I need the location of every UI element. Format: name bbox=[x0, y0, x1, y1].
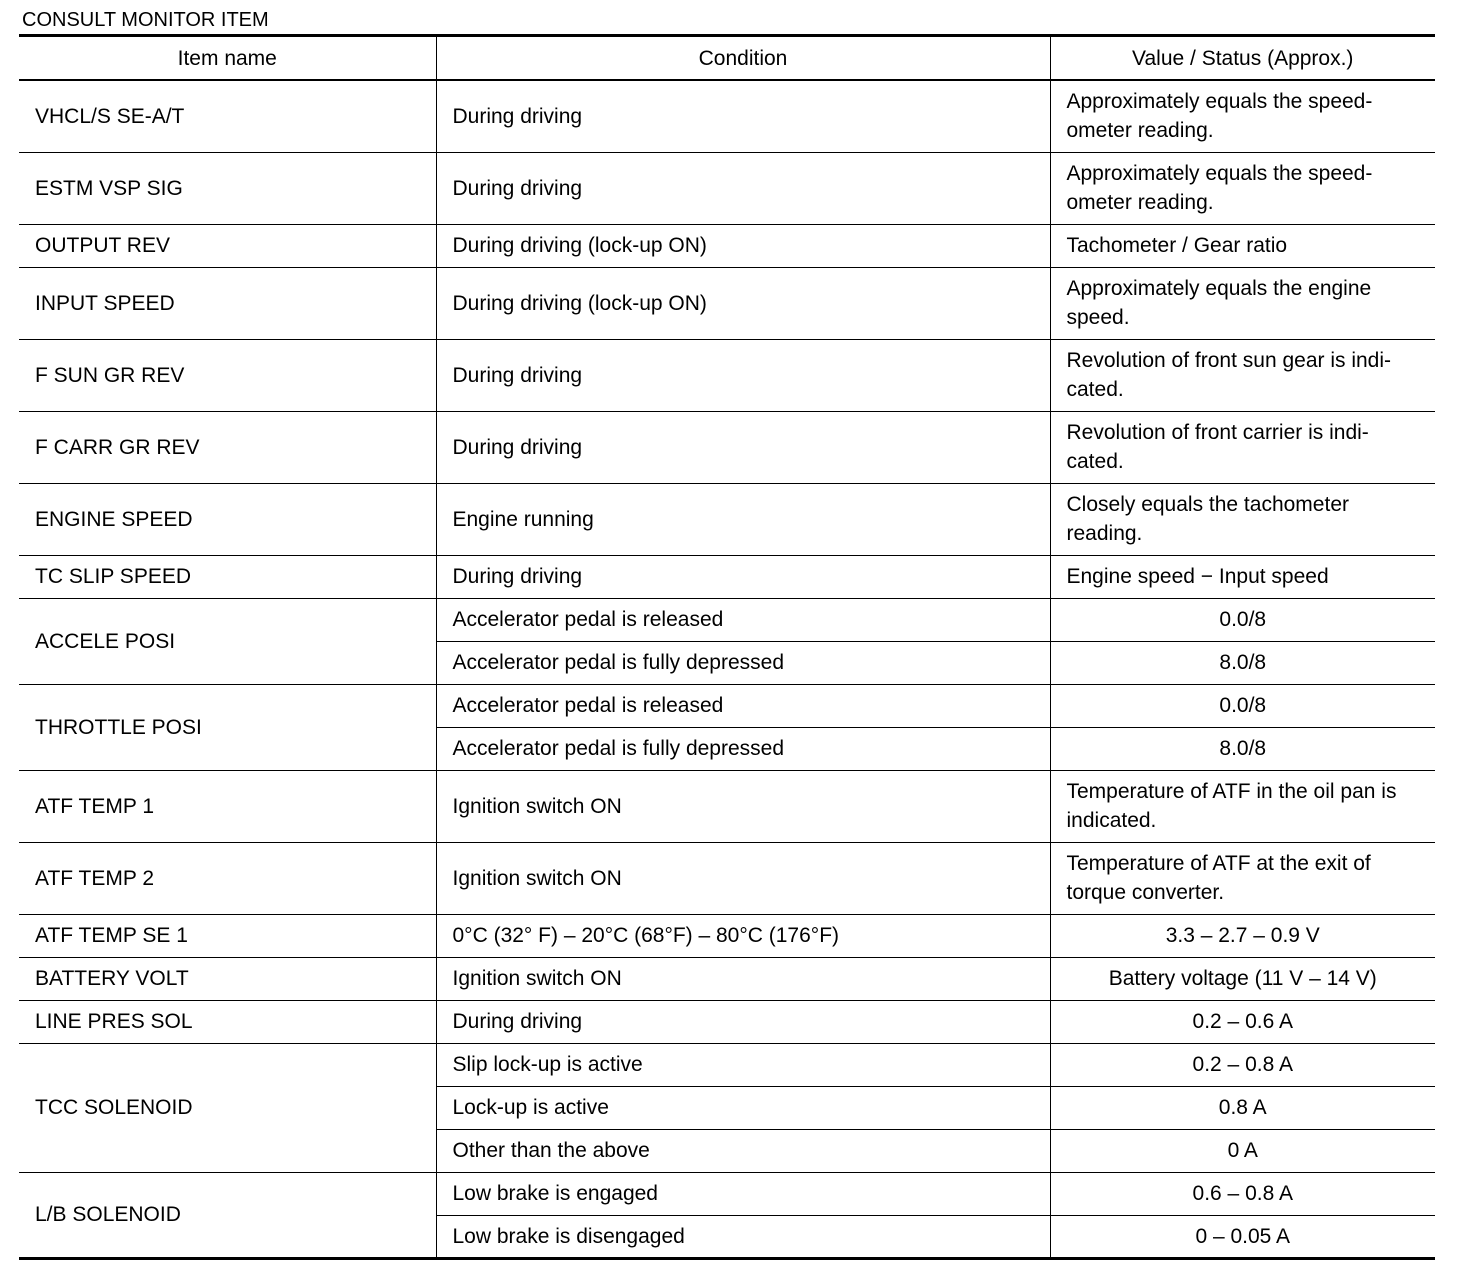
value-status-cell: 0.8 A bbox=[1050, 1086, 1435, 1129]
item-name-cell: BATTERY VOLT bbox=[19, 957, 436, 1000]
item-name-cell: F CARR GR REV bbox=[19, 411, 436, 483]
table-row bbox=[19, 684, 1435, 727]
value-status-cell: Revolution of front carrier is indi-cated. bbox=[1050, 411, 1435, 483]
condition-cell: During driving bbox=[436, 80, 1050, 152]
item-name-cell: TCC SOLENOID bbox=[19, 1043, 436, 1172]
table-row bbox=[19, 267, 1435, 339]
condition-cell: During driving (lock-up ON) bbox=[436, 224, 1050, 267]
condition-cell: Lock-up is active bbox=[436, 1086, 1050, 1129]
table-row bbox=[19, 1172, 1435, 1215]
condition-cell: During driving bbox=[436, 411, 1050, 483]
table-row bbox=[19, 1000, 1435, 1043]
condition-cell: During driving bbox=[436, 339, 1050, 411]
value-status-cell: Closely equals the tachometer reading. bbox=[1050, 483, 1435, 555]
item-name-cell: ATF TEMP SE 1 bbox=[19, 914, 436, 957]
table-row bbox=[19, 957, 1435, 1000]
header-row bbox=[19, 36, 1435, 81]
item-name-cell: ATF TEMP 1 bbox=[19, 770, 436, 842]
value-status-cell: 0.2 – 0.6 A bbox=[1050, 1000, 1435, 1043]
item-name-cell: OUTPUT REV bbox=[19, 224, 436, 267]
condition-cell: Ignition switch ON bbox=[436, 770, 1050, 842]
table-row bbox=[19, 914, 1435, 957]
condition-cell: During driving (lock-up ON) bbox=[436, 267, 1050, 339]
condition-cell: During driving bbox=[436, 1000, 1050, 1043]
condition-cell: Accelerator pedal is released bbox=[436, 684, 1050, 727]
value-status-cell: Revolution of front sun gear is indi-cated. bbox=[1050, 339, 1435, 411]
item-name-cell: TC SLIP SPEED bbox=[19, 555, 436, 598]
value-status-cell: 8.0/8 bbox=[1050, 727, 1435, 770]
item-name-cell: VHCL/S SE-A/T bbox=[19, 80, 436, 152]
header-value-status: Value / Status (Approx.) bbox=[1050, 36, 1435, 81]
condition-cell: Slip lock-up is active bbox=[436, 1043, 1050, 1086]
value-status-cell: Approximately equals the speed-ometer reading. bbox=[1050, 80, 1435, 152]
condition-cell: Low brake is disengaged bbox=[436, 1215, 1050, 1258]
value-status-cell: 0.0/8 bbox=[1050, 598, 1435, 641]
value-status-cell: Temperature of ATF in the oil pan is indicated. bbox=[1050, 770, 1435, 842]
item-name-cell: ENGINE SPEED bbox=[19, 483, 436, 555]
value-status-cell: 0 – 0.05 A bbox=[1050, 1215, 1435, 1258]
item-name-cell: F SUN GR REV bbox=[19, 339, 436, 411]
table-row bbox=[19, 411, 1435, 483]
item-name-cell: ACCELE POSI bbox=[19, 598, 436, 684]
condition-cell: Low brake is engaged bbox=[436, 1172, 1050, 1215]
table-row bbox=[19, 1043, 1435, 1086]
condition-cell: Accelerator pedal is fully depressed bbox=[436, 727, 1050, 770]
consult-monitor-table bbox=[19, 34, 1435, 1260]
item-name-cell: LINE PRES SOL bbox=[19, 1000, 436, 1043]
table-row bbox=[19, 339, 1435, 411]
value-status-cell: 0.0/8 bbox=[1050, 684, 1435, 727]
item-name-cell: ATF TEMP 2 bbox=[19, 842, 436, 914]
condition-cell: During driving bbox=[436, 555, 1050, 598]
value-status-cell: Temperature of ATF at the exit of torque converter. bbox=[1050, 842, 1435, 914]
condition-cell: Accelerator pedal is released bbox=[436, 598, 1050, 641]
table-body bbox=[19, 80, 1435, 1258]
item-name-cell: THROTTLE POSI bbox=[19, 684, 436, 770]
value-status-cell: 0 A bbox=[1050, 1129, 1435, 1172]
condition-cell: During driving bbox=[436, 152, 1050, 224]
condition-cell: Ignition switch ON bbox=[436, 842, 1050, 914]
table-row bbox=[19, 152, 1435, 224]
table-row bbox=[19, 483, 1435, 555]
condition-cell: 0°C (32° F) – 20°C (68°F) – 80°C (176°F) bbox=[436, 914, 1050, 957]
condition-cell: Engine running bbox=[436, 483, 1050, 555]
table-row bbox=[19, 80, 1435, 152]
table-row bbox=[19, 770, 1435, 842]
condition-cell: Other than the above bbox=[436, 1129, 1050, 1172]
item-name-cell: INPUT SPEED bbox=[19, 267, 436, 339]
table-row bbox=[19, 555, 1435, 598]
value-status-cell: 3.3 – 2.7 – 0.9 V bbox=[1050, 914, 1435, 957]
table-row bbox=[19, 842, 1435, 914]
header-item-name: Item name bbox=[19, 36, 436, 81]
value-status-cell: 0.2 – 0.8 A bbox=[1050, 1043, 1435, 1086]
item-name-cell: L/B SOLENOID bbox=[19, 1172, 436, 1258]
value-status-cell: 0.6 – 0.8 A bbox=[1050, 1172, 1435, 1215]
value-status-cell: Engine speed − Input speed bbox=[1050, 555, 1435, 598]
value-status-cell: 8.0/8 bbox=[1050, 641, 1435, 684]
value-status-cell: Approximately equals the engine speed. bbox=[1050, 267, 1435, 339]
condition-cell: Ignition switch ON bbox=[436, 957, 1050, 1000]
header-condition: Condition bbox=[436, 36, 1050, 81]
table-row bbox=[19, 224, 1435, 267]
value-status-cell: Approximately equals the speed-ometer reading. bbox=[1050, 152, 1435, 224]
value-status-cell: Battery voltage (11 V – 14 V) bbox=[1050, 957, 1435, 1000]
item-name-cell: ESTM VSP SIG bbox=[19, 152, 436, 224]
condition-cell: Accelerator pedal is fully depressed bbox=[436, 641, 1050, 684]
value-status-cell: Tachometer / Gear ratio bbox=[1050, 224, 1435, 267]
table-row bbox=[19, 598, 1435, 641]
page-title: CONSULT MONITOR ITEM bbox=[22, 9, 269, 31]
